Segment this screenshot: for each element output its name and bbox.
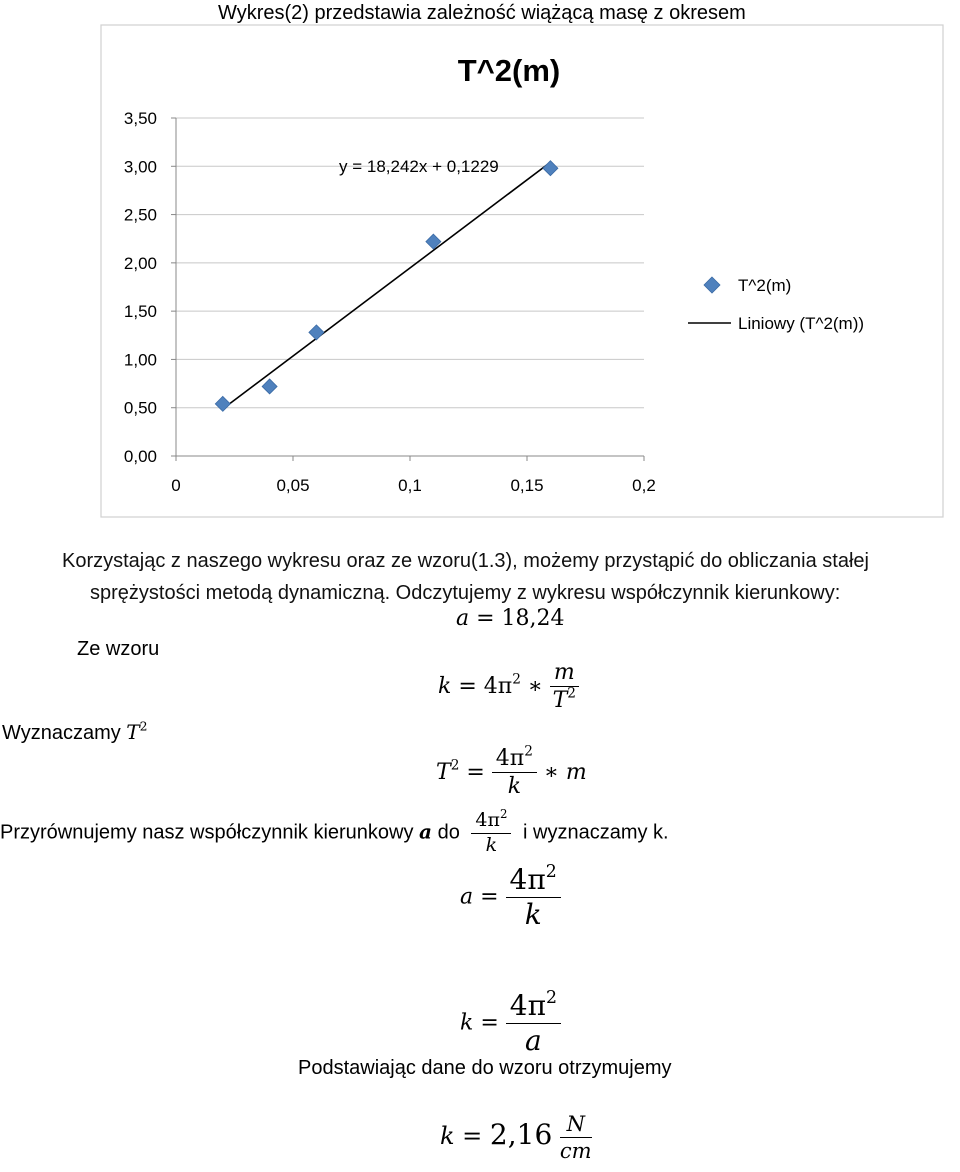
fraction-m-over-t2: $\frac{m}{T^2}$ xyxy=(550,660,579,714)
y-tick-label: 2,00 xyxy=(123,253,157,273)
label-ze-wzoru: Ze wzoru xyxy=(77,638,160,660)
y-tick-label: 1,50 xyxy=(123,302,157,322)
przyrownujemy-text: Przyrównujemy nasz współczynnik kierunkowy xyxy=(0,821,414,844)
trendline-equation: y = 18,242x + 0,1229 xyxy=(339,157,499,176)
legend-label-trend: Liniowy (T^2(m)) xyxy=(738,314,865,333)
paragraph-line-1: Korzystając z naszego wykresu oraz ze wzoru(1.3), możemy przystąpić do obliczania stałej xyxy=(62,550,869,572)
y-tick-label: 0,50 xyxy=(123,398,157,418)
y-tick-label: 2,50 xyxy=(123,205,157,225)
label-podstawiajac: Podstawiając dane do wzoru otrzymujemy xyxy=(298,1057,672,1079)
y-tick-label: 3,00 xyxy=(123,157,157,177)
x-tick-label: 0,2 xyxy=(632,476,656,495)
chart-title: T^2(m) xyxy=(457,53,561,88)
chart xyxy=(100,24,950,520)
y-tick-label: 1,00 xyxy=(123,350,157,370)
x-tick-label: 0,15 xyxy=(510,476,544,495)
y-tick-label: 3,50 xyxy=(123,109,157,128)
paragraph-line-2: sprężystości metodą dynamiczną. Odczytujemy z wykresu współczynnik kierunkowy: xyxy=(90,582,841,604)
equation-a-value: 18,24 xyxy=(501,606,565,631)
equation-k-from-a: k = $\frac{4\pi^2}{a}$ xyxy=(460,990,561,1057)
equation-k-formula: $k = 4\pi^2$ ∗ $\frac{m}{T^2}$ xyxy=(438,660,579,714)
equation-a: a = 18,24 xyxy=(456,606,565,631)
line-przyrownujemy: Przyrównujemy nasz współczynnik kierunkowy a do $\frac{4\pi^2}{k}$ i wyznaczamy k. xyxy=(0,806,669,856)
equation-a-formula: a = $\frac{4\pi^2}{k}$ xyxy=(460,864,561,931)
legend-label-points: T^2(m) xyxy=(738,276,792,295)
equation-result: k = 2,16 $\frac{N}{cm}$ xyxy=(440,1112,592,1164)
chart-frame xyxy=(101,25,943,517)
label-wyznaczamy-text: Wyznaczamy xyxy=(2,722,121,744)
fraction-4pi2-over-k: $\frac{4\pi^2}{k}$ xyxy=(492,746,537,800)
result-unit-den: cm xyxy=(559,1139,592,1164)
result-value: 2,16 xyxy=(489,1118,553,1152)
y-tick-label: 0,00 xyxy=(123,447,157,466)
chart-caption: Wykres(2) przedstawia zależność wiążącą masę z okresem xyxy=(218,2,746,24)
equation-t2: $T^2$ = $\frac{4\pi^2}{k}$ ∗ m xyxy=(436,743,587,800)
x-tick-label: 0,05 xyxy=(276,476,310,495)
result-unit-num: N xyxy=(560,1112,592,1138)
przyrownujemy-after: i wyznaczamy k. xyxy=(523,821,669,844)
przyrownujemy-do: do xyxy=(437,821,460,844)
x-tick-label: 0 xyxy=(171,476,181,495)
label-wyznaczamy: Wyznaczamy $T^2$ xyxy=(2,718,148,744)
x-tick-label: 0,1 xyxy=(398,476,422,495)
